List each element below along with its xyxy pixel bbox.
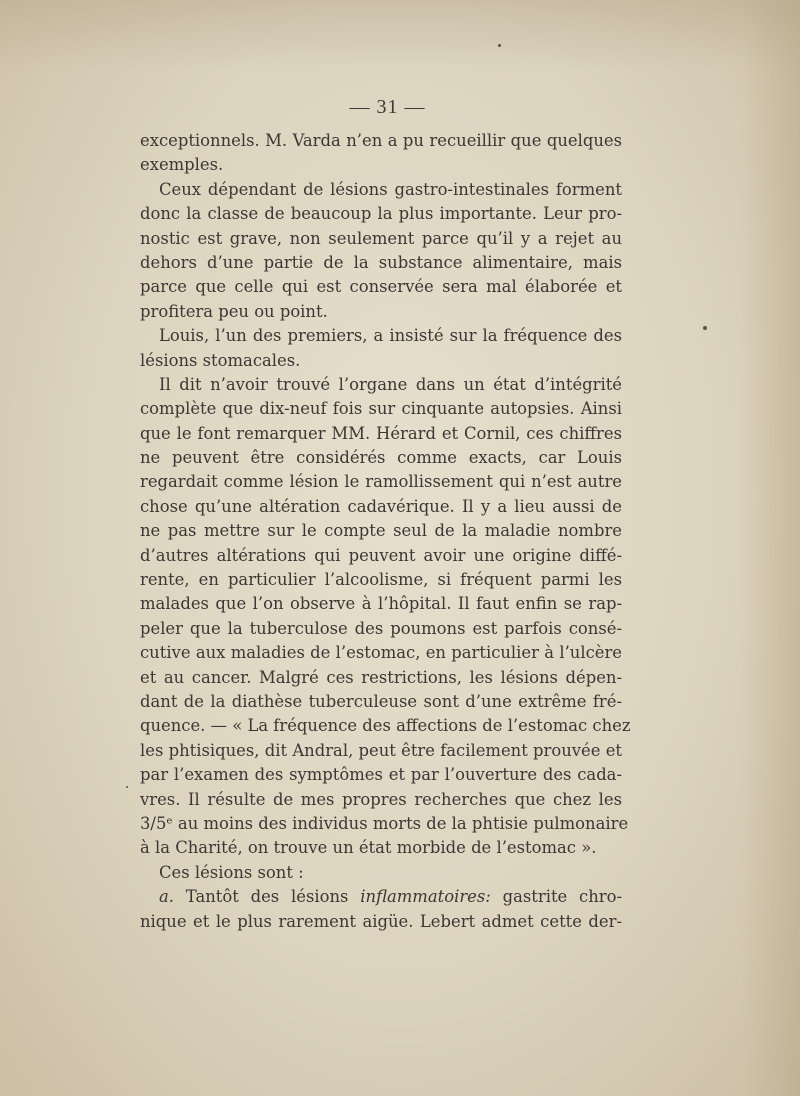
text-line: ne peuvent être considérés comme exacts, car Louis <box>140 448 622 468</box>
text-line: dant de la diathèse tuberculeuse sont d’une extrême fré- <box>140 691 622 711</box>
emphasized-term: inflammatoires: <box>360 887 491 907</box>
text-line: ne pas mettre sur le compte seul de la maladie nombre <box>140 521 622 541</box>
text-line: dehors d’une partie de la substance alimentaire, mais <box>140 252 622 272</box>
paper-speck <box>498 44 501 47</box>
text-line: cutive aux maladies de l’estomac, en particulier à l’ulcère <box>140 643 622 663</box>
text-line: chose qu’une altération cadavérique. Il y a lieu aussi de <box>140 496 622 516</box>
text-line: à la Charité, on trouve un état morbide de l’estomac ». <box>140 838 597 858</box>
text-line: quence. — « La fréquence des affections de l’estomac chez <box>140 716 631 736</box>
page-shadow-top <box>0 0 800 70</box>
text-line: rente, en particulier l’alcoolisme, si fréquent parmi les <box>140 570 622 590</box>
page-shadow-right <box>740 0 800 1096</box>
text-line: Ceux dépendant de lésions gastro-intestinales forment <box>159 179 622 199</box>
text-line: exemples. <box>140 155 224 175</box>
text-line: profitera peu ou point. <box>140 301 328 321</box>
text-line: parce que celle qui est conservée sera mal élaborée et <box>140 277 622 297</box>
text-line: vres. Il résulte de mes propres recherches que chez les <box>140 789 622 809</box>
text-line: 3/5ᵉ au moins des individus morts de la phtisie pulmonaire <box>140 813 629 833</box>
text-line: lésions stomacales. <box>140 350 301 370</box>
paper-speck <box>126 786 128 788</box>
paper-speck <box>703 326 707 330</box>
text-line: d’autres altérations qui peuvent avoir une origine diffé- <box>140 545 622 565</box>
text-line: Il dit n’avoir trouvé l’organe dans un état d’intégrité <box>159 374 622 394</box>
text-line: nostic est grave, non seulement parce qu’il y a rejet au <box>140 228 622 248</box>
text-line: les phtisiques, dit Andral, peut être facilement prouvée et <box>140 740 622 760</box>
text-line: par l’examen des symptômes et par l’ouverture des cada- <box>140 765 622 785</box>
text-line: complète que dix-neuf fois sur cinquante autopsies. Ainsi <box>140 399 622 419</box>
page-number: — 31 — <box>349 96 426 118</box>
list-item-text-continued: gastrite chro- <box>490 887 623 907</box>
list-item-line <box>140 885 622 909</box>
body-text <box>140 129 631 934</box>
text-line: peler que la tuberculose des poumons est parfois consé- <box>140 618 622 638</box>
text-line: que le font remarquer MM. Hérard et Cornil, ces chiffres <box>140 423 622 443</box>
text-line: Louis, l’un des premiers, a insisté sur la fréquence des <box>159 326 622 346</box>
text-line: regardait comme lésion le ramollissement qui n’est autre <box>140 472 622 492</box>
text-line: Ces lésions sont : <box>159 862 304 882</box>
list-item-text: Tantôt des lésions <box>173 887 361 907</box>
text-line: nique et le plus rarement aigüe. Lebert admet cette der- <box>140 911 622 931</box>
list-marker: a. <box>159 887 174 907</box>
text-line: donc la classe de beaucoup la plus importante. Leur pro- <box>140 204 622 224</box>
text-line: exceptionnels. M. Varda n’en a pu recueillir que quelques <box>140 131 622 150</box>
text-line: malades que l’on observe à l’hôpital. Il faut enfin se rap- <box>140 594 622 614</box>
text-line: et au cancer. Malgré ces restrictions, les lésions dépen- <box>140 667 622 687</box>
